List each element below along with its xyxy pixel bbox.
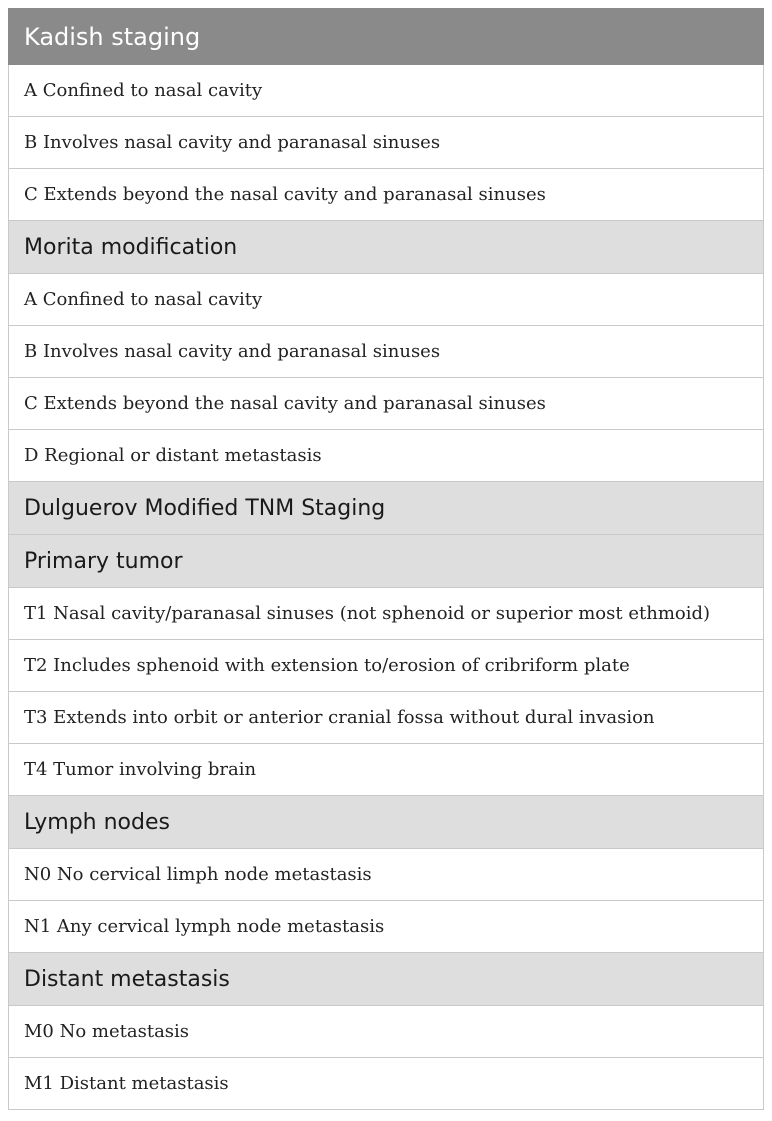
- section-heading-dulguerov: Dulguerov Modified TNM Staging: [9, 482, 764, 535]
- section-row-primary-tumor: [9, 535, 764, 588]
- section-heading-primary-tumor: Primary tumor: [9, 535, 764, 588]
- metastasis-stage-m0: M0 No metastasis: [9, 1006, 764, 1058]
- table-row: [9, 640, 764, 692]
- table-row: [9, 117, 764, 169]
- table-title-row: [9, 9, 764, 65]
- table-row: [9, 588, 764, 640]
- kadish-stage-c: C Extends beyond the nasal cavity and paranasal sinuses: [9, 169, 764, 221]
- kadish-stage-a: A Confined to nasal cavity: [9, 65, 764, 117]
- table-row: [9, 692, 764, 744]
- section-row-dulguerov: [9, 482, 764, 535]
- table-row: [9, 901, 764, 953]
- tumor-stage-t3: T3 Extends into orbit or anterior cranial fossa without dural invasion: [9, 692, 764, 744]
- table-row: [9, 849, 764, 901]
- tumor-stage-t1: T1 Nasal cavity/paranasal sinuses (not sphenoid or superior most ethmoid): [9, 588, 764, 640]
- table-row: [9, 169, 764, 221]
- node-stage-n1: N1 Any cervical lymph node metastasis: [9, 901, 764, 953]
- kadish-stage-b: B Involves nasal cavity and paranasal sinuses: [9, 117, 764, 169]
- section-heading-distant-metastasis: Distant metastasis: [9, 953, 764, 1006]
- morita-stage-c: C Extends beyond the nasal cavity and paranasal sinuses: [9, 378, 764, 430]
- section-heading-morita: Morita modification: [9, 221, 764, 274]
- section-row-distant-metastasis: [9, 953, 764, 1006]
- table-row: [9, 744, 764, 796]
- tumor-stage-t4: T4 Tumor involving brain: [9, 744, 764, 796]
- section-row-morita: [9, 221, 764, 274]
- table-title: Kadish staging: [9, 9, 764, 65]
- table-row: [9, 1058, 764, 1110]
- table-row: [9, 1006, 764, 1058]
- staging-table: [8, 8, 764, 1110]
- section-row-lymph-nodes: [9, 796, 764, 849]
- table-row: [9, 430, 764, 482]
- node-stage-n0: N0 No cervical limph node metastasis: [9, 849, 764, 901]
- morita-stage-b: B Involves nasal cavity and paranasal sinuses: [9, 326, 764, 378]
- table-row: [9, 326, 764, 378]
- morita-stage-a: A Confined to nasal cavity: [9, 274, 764, 326]
- table-row: [9, 274, 764, 326]
- morita-stage-d: D Regional or distant metastasis: [9, 430, 764, 482]
- section-heading-lymph-nodes: Lymph nodes: [9, 796, 764, 849]
- table-row: [9, 65, 764, 117]
- table-row: [9, 378, 764, 430]
- tumor-stage-t2: T2 Includes sphenoid with extension to/erosion of cribriform plate: [9, 640, 764, 692]
- metastasis-stage-m1: M1 Distant metastasis: [9, 1058, 764, 1110]
